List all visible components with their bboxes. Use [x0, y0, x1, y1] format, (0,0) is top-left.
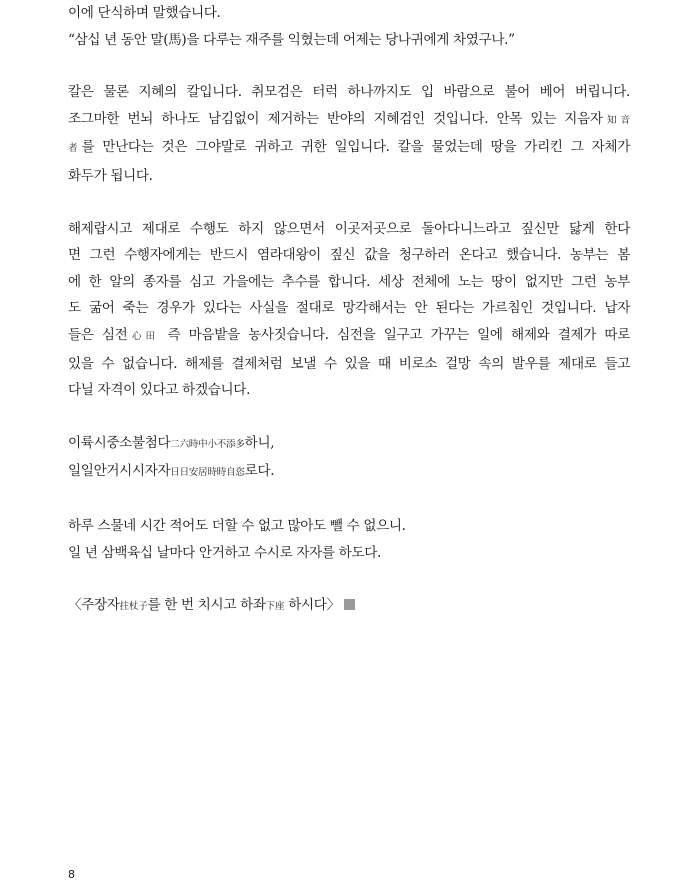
hanja-annotation: 二六時中小不添多: [170, 438, 245, 450]
line-text: 조그마한 번뇌 하나도 남김없이 제거하는 반야의 지혜검인 것입니다. 안목 있는 지음자: [68, 110, 603, 127]
text-line: [68, 592, 630, 621]
line-text: 일일안거시시자자: [68, 463, 171, 480]
text-line: 칼은 물론 지혜의 칼입니다. 취모검은 터럭 하나까지도 입 바람으로 불어 베어 버립니다.: [68, 84, 630, 101]
text-line: [68, 134, 630, 163]
line-text: 하시다〉: [284, 597, 340, 614]
verse-line: [68, 458, 630, 487]
hanja-annotation: 知音: [602, 114, 630, 126]
line-text: 〈주장자: [68, 597, 120, 614]
line-text: 를 만난다는 것은 그야말로 귀하고 귀한 일입니다. 칼을 물었는데 땅을 가리킨 그 자체가: [81, 139, 630, 156]
closing-note: [68, 592, 630, 621]
line-text: 하니,: [244, 434, 275, 451]
text-line: [68, 106, 630, 135]
text-line: 이에 단식하며 말했습니다.: [68, 5, 221, 21]
paragraph: [68, 216, 630, 404]
verse-translation: [68, 513, 630, 566]
text-line: 하루 스물네 시간 적어도 더할 수 없고 많아도 뺄 수 없으니.: [68, 517, 406, 534]
text-line: 면 그런 수행자에게는 반드시 염라대왕이 짚신 값을 청구하러 온다고 했습니다. 농부는 봄: [68, 247, 630, 264]
hanja-annotation: 心田: [127, 330, 160, 342]
line-text: 즉 마음밭을 농사짓습니다. 심전을 일구고 가꾸는 일에 해제와 결제가 따로: [159, 326, 630, 343]
hanja-annotation: 下座: [265, 601, 285, 613]
paragraph: [68, 79, 630, 189]
hanja-annotation: 者: [68, 143, 82, 155]
hanja-annotation: 拄杖子: [119, 601, 148, 613]
line-text: 이륙시중소불첨다: [68, 434, 171, 451]
text-line: “삼십 년 동안 말(馬)을 다루는 재주를 익혔는데 어제는 당나귀에게 차였구나.”: [68, 31, 515, 48]
text-line: 에 한 알의 종자를 심고 가을에는 추수를 합니다. 세상 전체에 노는 땅이 없지만 그런 농부: [68, 273, 630, 290]
text-line: [68, 322, 630, 351]
line-text: 로다.: [244, 463, 275, 480]
page-number: 8: [68, 868, 75, 881]
verse-line: [68, 430, 630, 459]
end-mark-icon: [344, 599, 355, 610]
paragraph: [68, 0, 630, 53]
text-line: 화두가 됩니다.: [68, 167, 153, 184]
line-text: 들은 심전: [68, 326, 128, 343]
text-line: 일 년 삼백육십 날마다 안거하고 수시로 자자를 하도다.: [68, 544, 381, 561]
hanja-annotation: 日日安居時時自恣: [170, 467, 245, 479]
text-line: 도 굶어 죽는 경우가 있다는 사실을 절대로 망각해서는 안 된다는 가르침인 것입니다. 납자: [68, 300, 630, 317]
text-line: 다닐 자격이 있다고 하겠습니다.: [68, 382, 251, 399]
document-body: [68, 0, 630, 621]
text-line: 해제랍시고 제대로 수행도 하지 않으면서 이곳저곳으로 돌아다니느라고 짚신만 닳게 한다: [68, 220, 630, 237]
text-line: 있을 수 없습니다. 해제를 결제처럼 보낼 수 있을 때 비로소 걸망 속의 발우를 제대로 들고: [68, 355, 630, 372]
verse: [68, 430, 630, 487]
line-text: 를 한 번 치시고 하좌: [147, 597, 266, 614]
